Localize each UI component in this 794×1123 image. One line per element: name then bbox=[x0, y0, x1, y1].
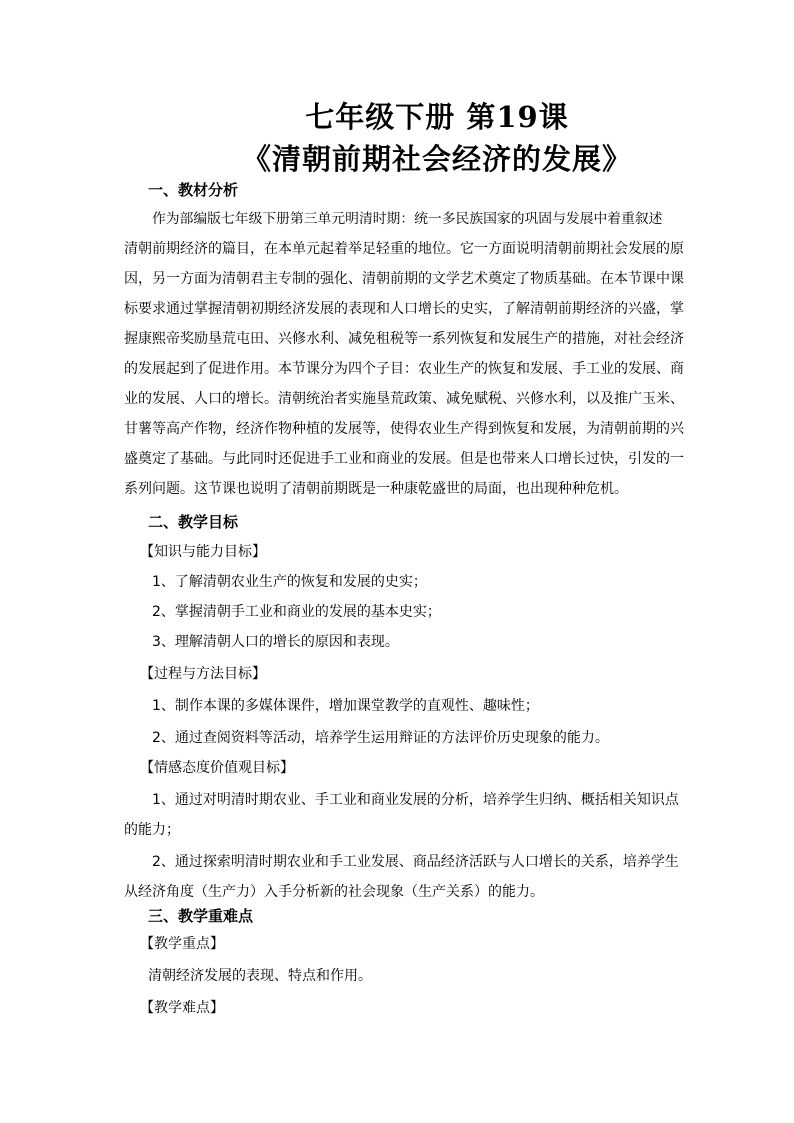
paragraph-line: 的发展起到了促进作用。本节课分为四个子目：农业生产的恢复和发展、手工业的发展、商 bbox=[124, 361, 684, 377]
paragraph-line: 清朝经济发展的表现、特点和作用。 bbox=[148, 968, 372, 984]
paragraph-line: 从经济角度（生产力）入手分析新的社会现象（生产关系）的能力。 bbox=[124, 884, 544, 900]
paragraph-line: 的能力； bbox=[124, 822, 180, 838]
paragraph-line: 作为部编版七年级下册第三单元明清时期：统一多民族国家的巩固与发展中着重叙述 bbox=[152, 211, 663, 227]
section-heading-objectives: 二、教学目标 bbox=[148, 513, 239, 531]
paragraph-line: 握康熙帝奖励垦荒屯田、兴修水利、减免租税等一系列恢复和发展生产的措施，对社会经济 bbox=[124, 331, 684, 347]
section-heading-keypoints: 三、教学重难点 bbox=[148, 907, 254, 925]
sub-heading-key: 【教学重点】 bbox=[140, 936, 224, 952]
section-heading-analysis: 一、教材分析 bbox=[148, 181, 239, 199]
list-item: 2、掌握清朝手工业和商业的发展的基本史实； bbox=[152, 604, 441, 620]
list-item: 1、了解清朝农业生产的恢复和发展的史实； bbox=[152, 574, 427, 590]
paragraph-line: 2、通过探索明清时期农业和手工业发展、商品经济活跃与人口增长的关系，培养学生 bbox=[152, 854, 679, 870]
paragraph-line: 因，另一方面为清朝君主专制的强化、清朝前期的文学艺术奠定了物质基础。在本节课中课 bbox=[124, 271, 684, 287]
title-line-1: 七年级下册 第19课 bbox=[305, 100, 569, 134]
paragraph-line: 系列问题。这节课也说明了清朝前期既是一种康乾盛世的局面，也出现种种危机。 bbox=[124, 481, 628, 497]
paragraph-line: 标要求通过掌握清朝初期经济发展的表现和人口增长的史实，了解清朝前期经济的兴盛，掌 bbox=[124, 301, 684, 317]
sub-heading-knowledge: 【知识与能力目标】 bbox=[140, 544, 266, 560]
paragraph-line: 盛奠定了基础。与此同时还促进手工业和商业的发展。但是也带来人口增长过快，引发的一 bbox=[124, 451, 684, 467]
title-line-2: 《清朝前期社会经济的发展》 bbox=[241, 142, 632, 176]
sub-heading-difficult: 【教学难点】 bbox=[140, 1000, 224, 1016]
sub-heading-attitude: 【情感态度价值观目标】 bbox=[140, 760, 294, 776]
list-item: 1、制作本课的多媒体课件，增加课堂教学的直观性、趣味性； bbox=[152, 698, 539, 714]
paragraph-line: 甘薯等高产作物，经济作物种植的发展等，使得农业生产得到恢复和发展，为清朝前期的兴 bbox=[124, 421, 684, 437]
paragraph-line: 清朝前期经济的篇目，在本单元起着举足轻重的地位。它一方面说明清朝前期社会发展的原 bbox=[124, 241, 684, 257]
paragraph-line: 业的发展、人口的增长。清朝统治者实施垦荒政策、减免赋税、兴修水利，以及推广玉米、 bbox=[124, 391, 684, 407]
paragraph-line: 1、通过对明清时期农业、手工业和商业发展的分析，培养学生归纳、概括相关知识点 bbox=[152, 792, 679, 808]
list-item: 2、通过查阅资料等活动，培养学生运用辩证的方法评价历史现象的能力。 bbox=[152, 730, 609, 746]
sub-heading-process: 【过程与方法目标】 bbox=[140, 666, 266, 682]
list-item: 3、理解清朝人口的增长的原因和表现。 bbox=[152, 634, 399, 650]
